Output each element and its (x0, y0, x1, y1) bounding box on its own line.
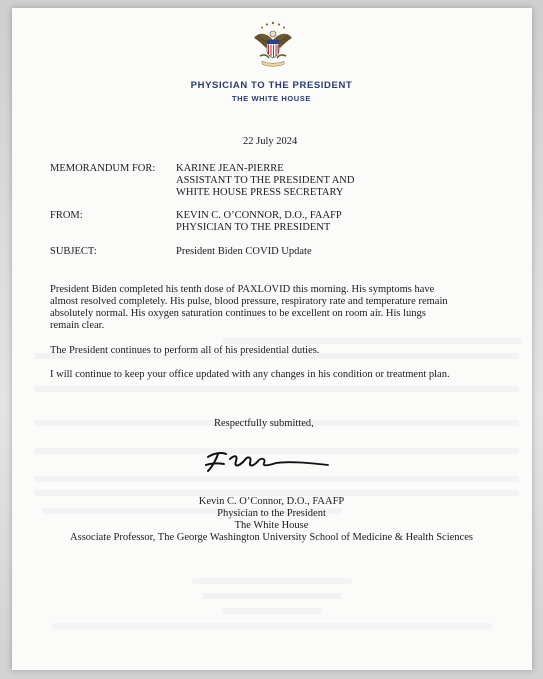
show-through-line (34, 386, 519, 392)
show-through-line (222, 338, 522, 344)
show-through-line (34, 476, 519, 482)
signature-affiliation: Associate Professor, The George Washington University School of Medicine & Health Sciences (70, 532, 473, 543)
show-through-line (222, 608, 322, 614)
presidential-seal-icon (252, 20, 294, 68)
show-through-line (202, 593, 342, 599)
memo-for-line: ASSISTANT TO THE PRESIDENT AND (176, 175, 355, 186)
letterhead-institution: THE WHITE HOUSE (231, 94, 311, 103)
memo-for-line: WHITE HOUSE PRESS SECRETARY (176, 187, 344, 198)
memo-from-label: FROM: (50, 210, 83, 221)
signature-name: Kevin C. O’Connor, D.O., FAAFP (198, 496, 345, 507)
memo-for-line: KARINE JEAN-PIERRE (176, 163, 284, 174)
memo-subject-label: SUBJECT: (50, 246, 97, 257)
memo-subject: President Biden COVID Update (176, 246, 312, 257)
body-paragraph-updates: I will continue to keep your office updated with any changes in his condition or treatment plan. (50, 369, 450, 380)
memo-for-label: MEMORANDUM FOR: (50, 163, 156, 174)
letterhead-office: PHYSICIAN TO THE PRESIDENT (190, 80, 353, 91)
signature-institution: The White House (234, 520, 309, 531)
show-through-line (52, 623, 492, 629)
body-line: almost resolved completely. His pulse, blood pressure, respiratory rate and temperature remain (50, 296, 448, 307)
memo-from-line: KEVIN C. O’CONNOR, D.O., FAAFP (176, 210, 342, 221)
show-through-line (192, 578, 352, 584)
body-line: President Biden completed his tenth dose of PAXLOVID this morning. His symptoms have (50, 284, 435, 295)
body-line: remain clear. (50, 320, 105, 331)
handwritten-signature (200, 445, 335, 475)
body-paragraph-duties: The President continues to perform all of his presidential duties. (50, 345, 320, 356)
memo-from-line: PHYSICIAN TO THE PRESIDENT (176, 222, 331, 233)
memo-date: 22 July 2024 (243, 136, 298, 147)
signature-title: Physician to the President (217, 508, 326, 519)
closing-salutation: Respectfully submitted, (214, 418, 314, 429)
body-line: absolutely normal. His oxygen saturation continues to be excellent on room air. His lungs (50, 308, 426, 319)
memo-page (12, 8, 532, 670)
